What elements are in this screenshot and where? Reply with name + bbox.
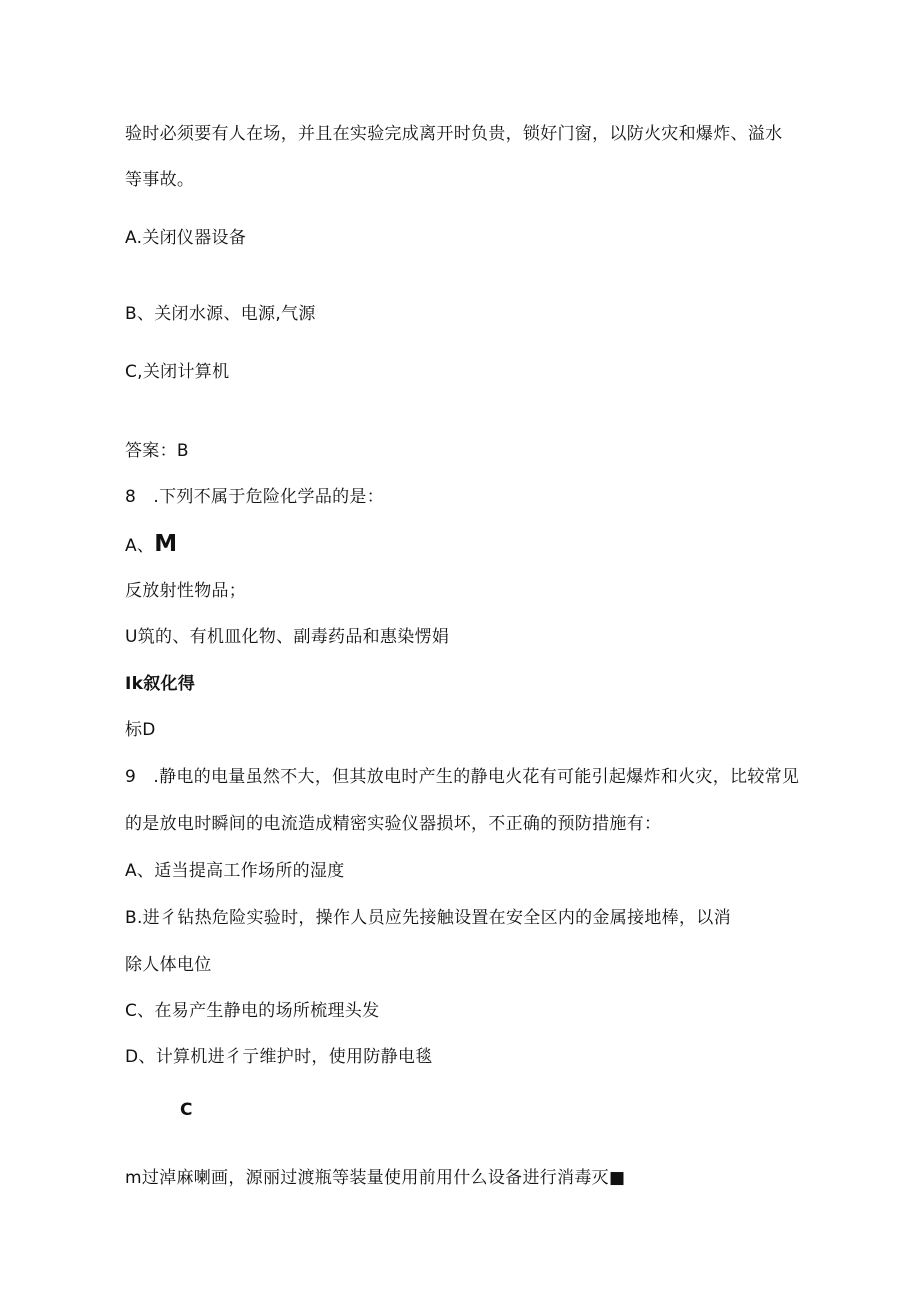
q8-option-a-prefix: A、: [125, 536, 155, 556]
q7-option-a: A.关闭仪器设备: [125, 228, 247, 248]
q7-answer: 答案：B: [125, 441, 189, 461]
q8-line-1: 反放射性物品；: [125, 581, 247, 601]
q8-line-2: U筑的、有机皿化物、副毒药品和惠染愣娟: [125, 627, 450, 647]
q7-option-b: B、关闭水源、电源,气源: [125, 304, 316, 324]
q9-option-b-line-1: B.进彳钻热危险实验时，操作人员应先接触设置在安全区内的金属接地棒，以消: [125, 908, 731, 928]
q9-option-c: C、在易产生静电的场所梳理头发: [125, 1001, 380, 1021]
q9-option-b-line-2: 除人体电位: [125, 955, 212, 975]
q9-answer: C: [180, 1100, 193, 1120]
q7-option-c: C,关闭计算机: [125, 362, 230, 382]
q9-stem-line-1: 9 .静电的电量虽然不大，但其放电时产生的静电火花有可能引起爆炸和火灾，比较常见: [125, 767, 800, 787]
q8-option-a-big: M: [154, 531, 178, 557]
q8-option-a: [125, 533, 177, 557]
q8-line-4: 标D: [125, 720, 156, 740]
q7-stem-line-2: 等事故。: [125, 170, 195, 190]
q9-option-a: A、适当提高工作场所的湿度: [125, 861, 345, 881]
q9-option-d: D、计算机进彳亍维护时，使用防静电毯: [125, 1047, 433, 1067]
q8-line-3: Ik叙化得: [125, 674, 196, 694]
q10-stem: m过淖麻喇画，源丽过渡瓶等装量使用前用什么设备进行消毒灭■: [125, 1168, 626, 1188]
q7-stem-line-1: 验时必须要有人在场，并且在实验完成离开时负贵，锁好门窗，以防火灾和爆炸、溢水: [125, 124, 783, 144]
q9-stem-line-2: 的是放电时瞬间的电流造成精密实验仪器损坏，不正确的预防措施有：: [125, 814, 662, 834]
q8-stem: 8 .下列不属于危险化学品的是：: [125, 487, 385, 507]
